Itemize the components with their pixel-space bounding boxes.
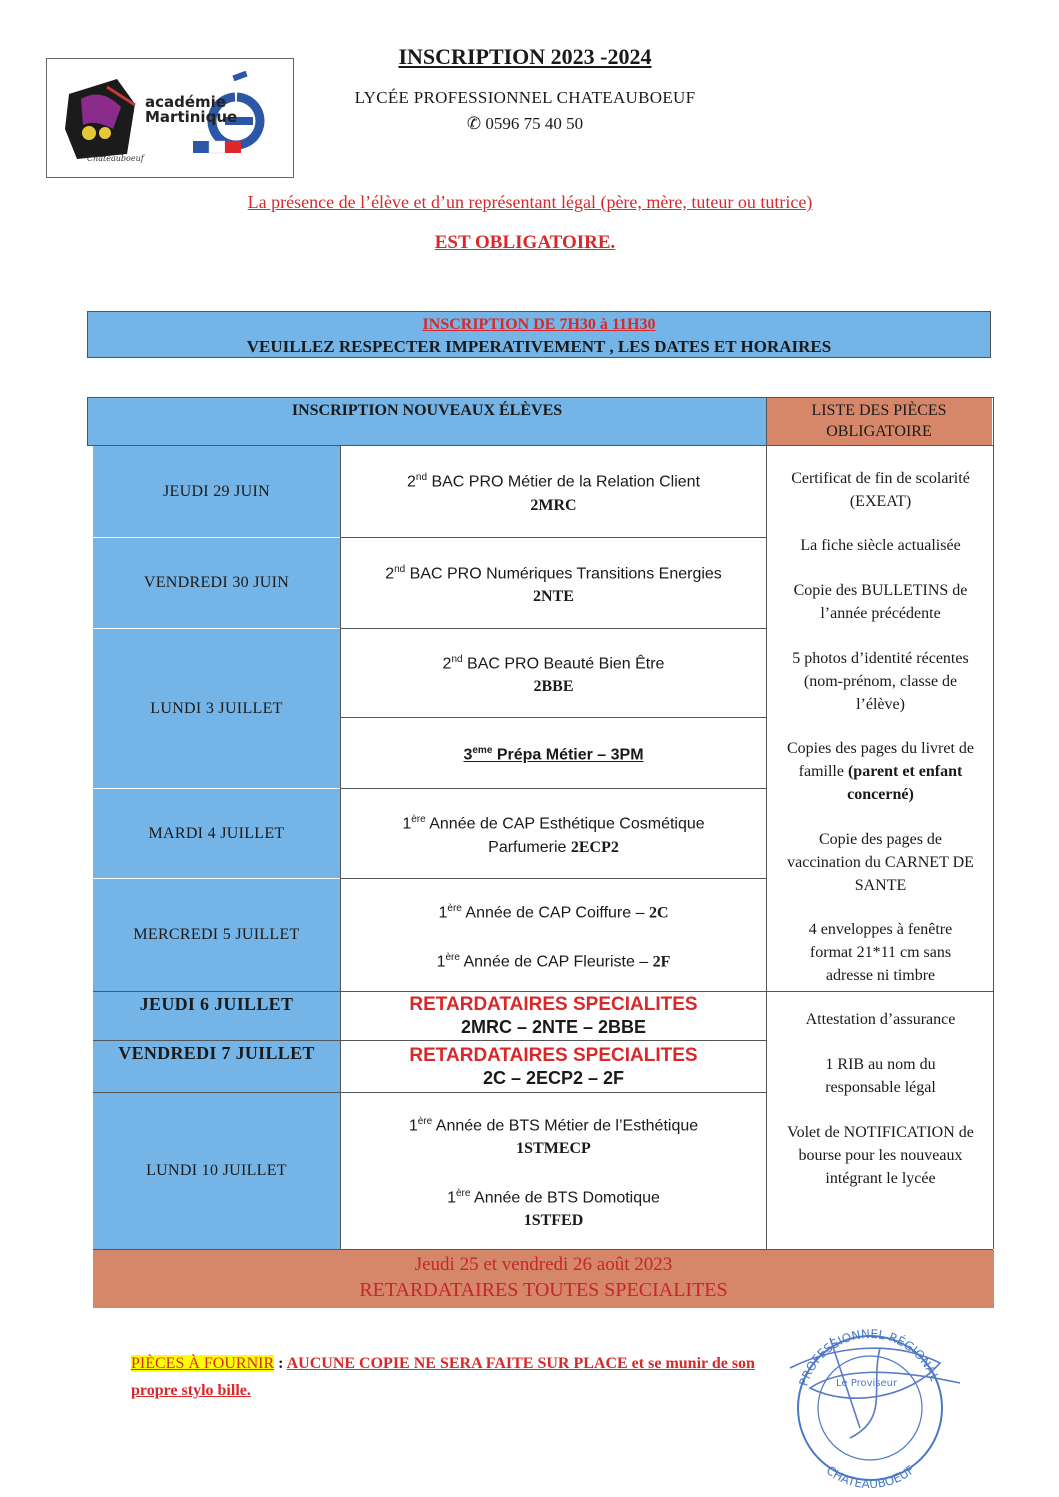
day-jeudi-29-juin: JEUDI 29 JUIN: [93, 446, 340, 537]
official-stamp-icon: [770, 1308, 970, 1493]
svg-text:Le Proviseur: Le Proviseur: [836, 1378, 898, 1389]
course-2nte: 2nd BAC PRO Numériques Transitions Energies 2NTE: [385, 563, 722, 606]
hours-line: INSCRIPTION DE 7H30 à 11H30: [422, 316, 656, 333]
stylo-text: propre stylo bille.: [131, 1382, 251, 1399]
doc-photos: 5 photos d’identité récentes (nom-prénom, classe de l’élève): [792, 650, 969, 713]
retardataires-2: RETARDATAIRES SPECIALITES 2C – 2ECP2 – 2F: [409, 1044, 698, 1088]
day-mercredi-5-juillet: MERCREDI 5 JUILLET: [93, 879, 340, 991]
no-copy-text: AUCUNE COPIE NE SERA FAITE SUR PLACE et se munir de son: [286, 1355, 755, 1372]
table-header-right: LISTE DES PIÈCES OBLIGATOIRE: [766, 397, 992, 445]
doc-rib: 1 RIB au nom du responsable légal: [825, 1056, 936, 1096]
late-dates: Jeudi 25 et vendredi 26 août 2023: [414, 1254, 673, 1275]
presence-notice: La présence de l’élève et d’un représentant légal (père, mère, tuteur ou tutrice): [247, 192, 813, 212]
day-lundi-10-juillet: LUNDI 10 JUILLET: [93, 1093, 340, 1249]
svg-text:Chateauboeuf: Chateauboeuf: [87, 154, 144, 163]
svg-text:PROFESSIONNEL RÉGIONAL: PROFESSIONNEL RÉGIONAL: [796, 1326, 942, 1388]
doc-assurance: Attestation d’assurance: [805, 1011, 956, 1028]
doc-bourse: Volet de NOTIFICATION de bourse pour les nouveaux intégrant le lycée: [787, 1124, 974, 1187]
day-vendredi-30-juin: VENDREDI 30 JUIN: [93, 538, 340, 628]
phone-number: ✆ 0596 75 40 50: [466, 114, 584, 133]
doc-fiche-siecle: La fiche siècle actualisée: [800, 537, 961, 554]
doc-exeat: Certificat de fin de scolarité (EXEAT): [791, 470, 970, 510]
course-2c-2f: 1ère Année de CAP Coiffure – 2C 1ère Année de CAP Fleuriste – 2F: [436, 902, 671, 971]
course-3pm: 3eme Prépa Métier – 3PM: [463, 745, 644, 764]
course-2ecp2: 1ère Année de CAP Esthétique Cosmétique Parfumerie 2ECP2: [402, 814, 705, 856]
obligatoire-notice: EST OBLIGATOIRE.: [434, 232, 616, 253]
late-all-specialites: RETARDATAIRES TOUTES SPECIALITES: [359, 1279, 728, 1301]
doc-livret-famille: Copies des pages du livret de famille (parent et enfant concerné): [786, 740, 975, 803]
doc-enveloppes: 4 enveloppes à fenêtre format 21*11 cm sans adresse ni timbre: [808, 921, 953, 984]
day-mardi-4-juillet: MARDI 4 JUILLET: [93, 789, 340, 878]
page-title: INSCRIPTION 2023 -2024: [398, 44, 652, 69]
svg-text:CHATEAUBOEUF: CHATEAUBOEUF: [823, 1462, 918, 1492]
logo-text-line1: académie: [145, 93, 226, 111]
respect-dates-line: VEUILLEZ RESPECTER IMPERATIVEMENT , LES DATES ET HORAIRES: [246, 337, 832, 356]
retardataires-1: RETARDATAIRES SPECIALITES 2MRC – 2NTE – 2BBE: [409, 994, 698, 1037]
course-2mrc: 2nd BAC PRO Métier de la Relation Client 2MRC: [406, 472, 701, 514]
pieces-label: PIÈCES À FOURNIR: [131, 1355, 275, 1372]
school-name: LYCÉE PROFESSIONNEL CHATEAUBOEUF: [354, 88, 696, 107]
doc-carnet-sante: Copie des pages de vaccination du CARNET DE SANTE: [787, 831, 974, 894]
table-header-left: INSCRIPTION NOUVEAUX ÉLÈVES: [88, 397, 766, 445]
day-jeudi-6-juillet: JEUDI 6 JUILLET: [93, 992, 340, 1040]
course-bts: 1ère Année de BTS Métier de l’Esthétique 1STMECP 1ère Année de BTS Domotique 1STFED: [408, 1115, 699, 1230]
course-2bbe: 2nd BAC PRO Beauté Bien Être 2BBE: [442, 653, 665, 696]
logo-text-line2: Martinique: [145, 108, 238, 126]
day-lundi-3-juillet: LUNDI 3 JUILLET: [93, 629, 340, 788]
documents-list: [768, 445, 993, 1248]
doc-bulletins: Copie des BULLETINS de l’année précédente: [793, 582, 968, 622]
day-vendredi-7-juillet: VENDREDI 7 JUILLET: [93, 1041, 340, 1092]
pieces-notice: PIÈCES À FOURNIR : AUCUNE COPIE NE SERA FAITE SUR PLACE et se munir de son propre stylo bille.: [131, 1355, 755, 1399]
late-registration-band: [93, 1250, 994, 1308]
